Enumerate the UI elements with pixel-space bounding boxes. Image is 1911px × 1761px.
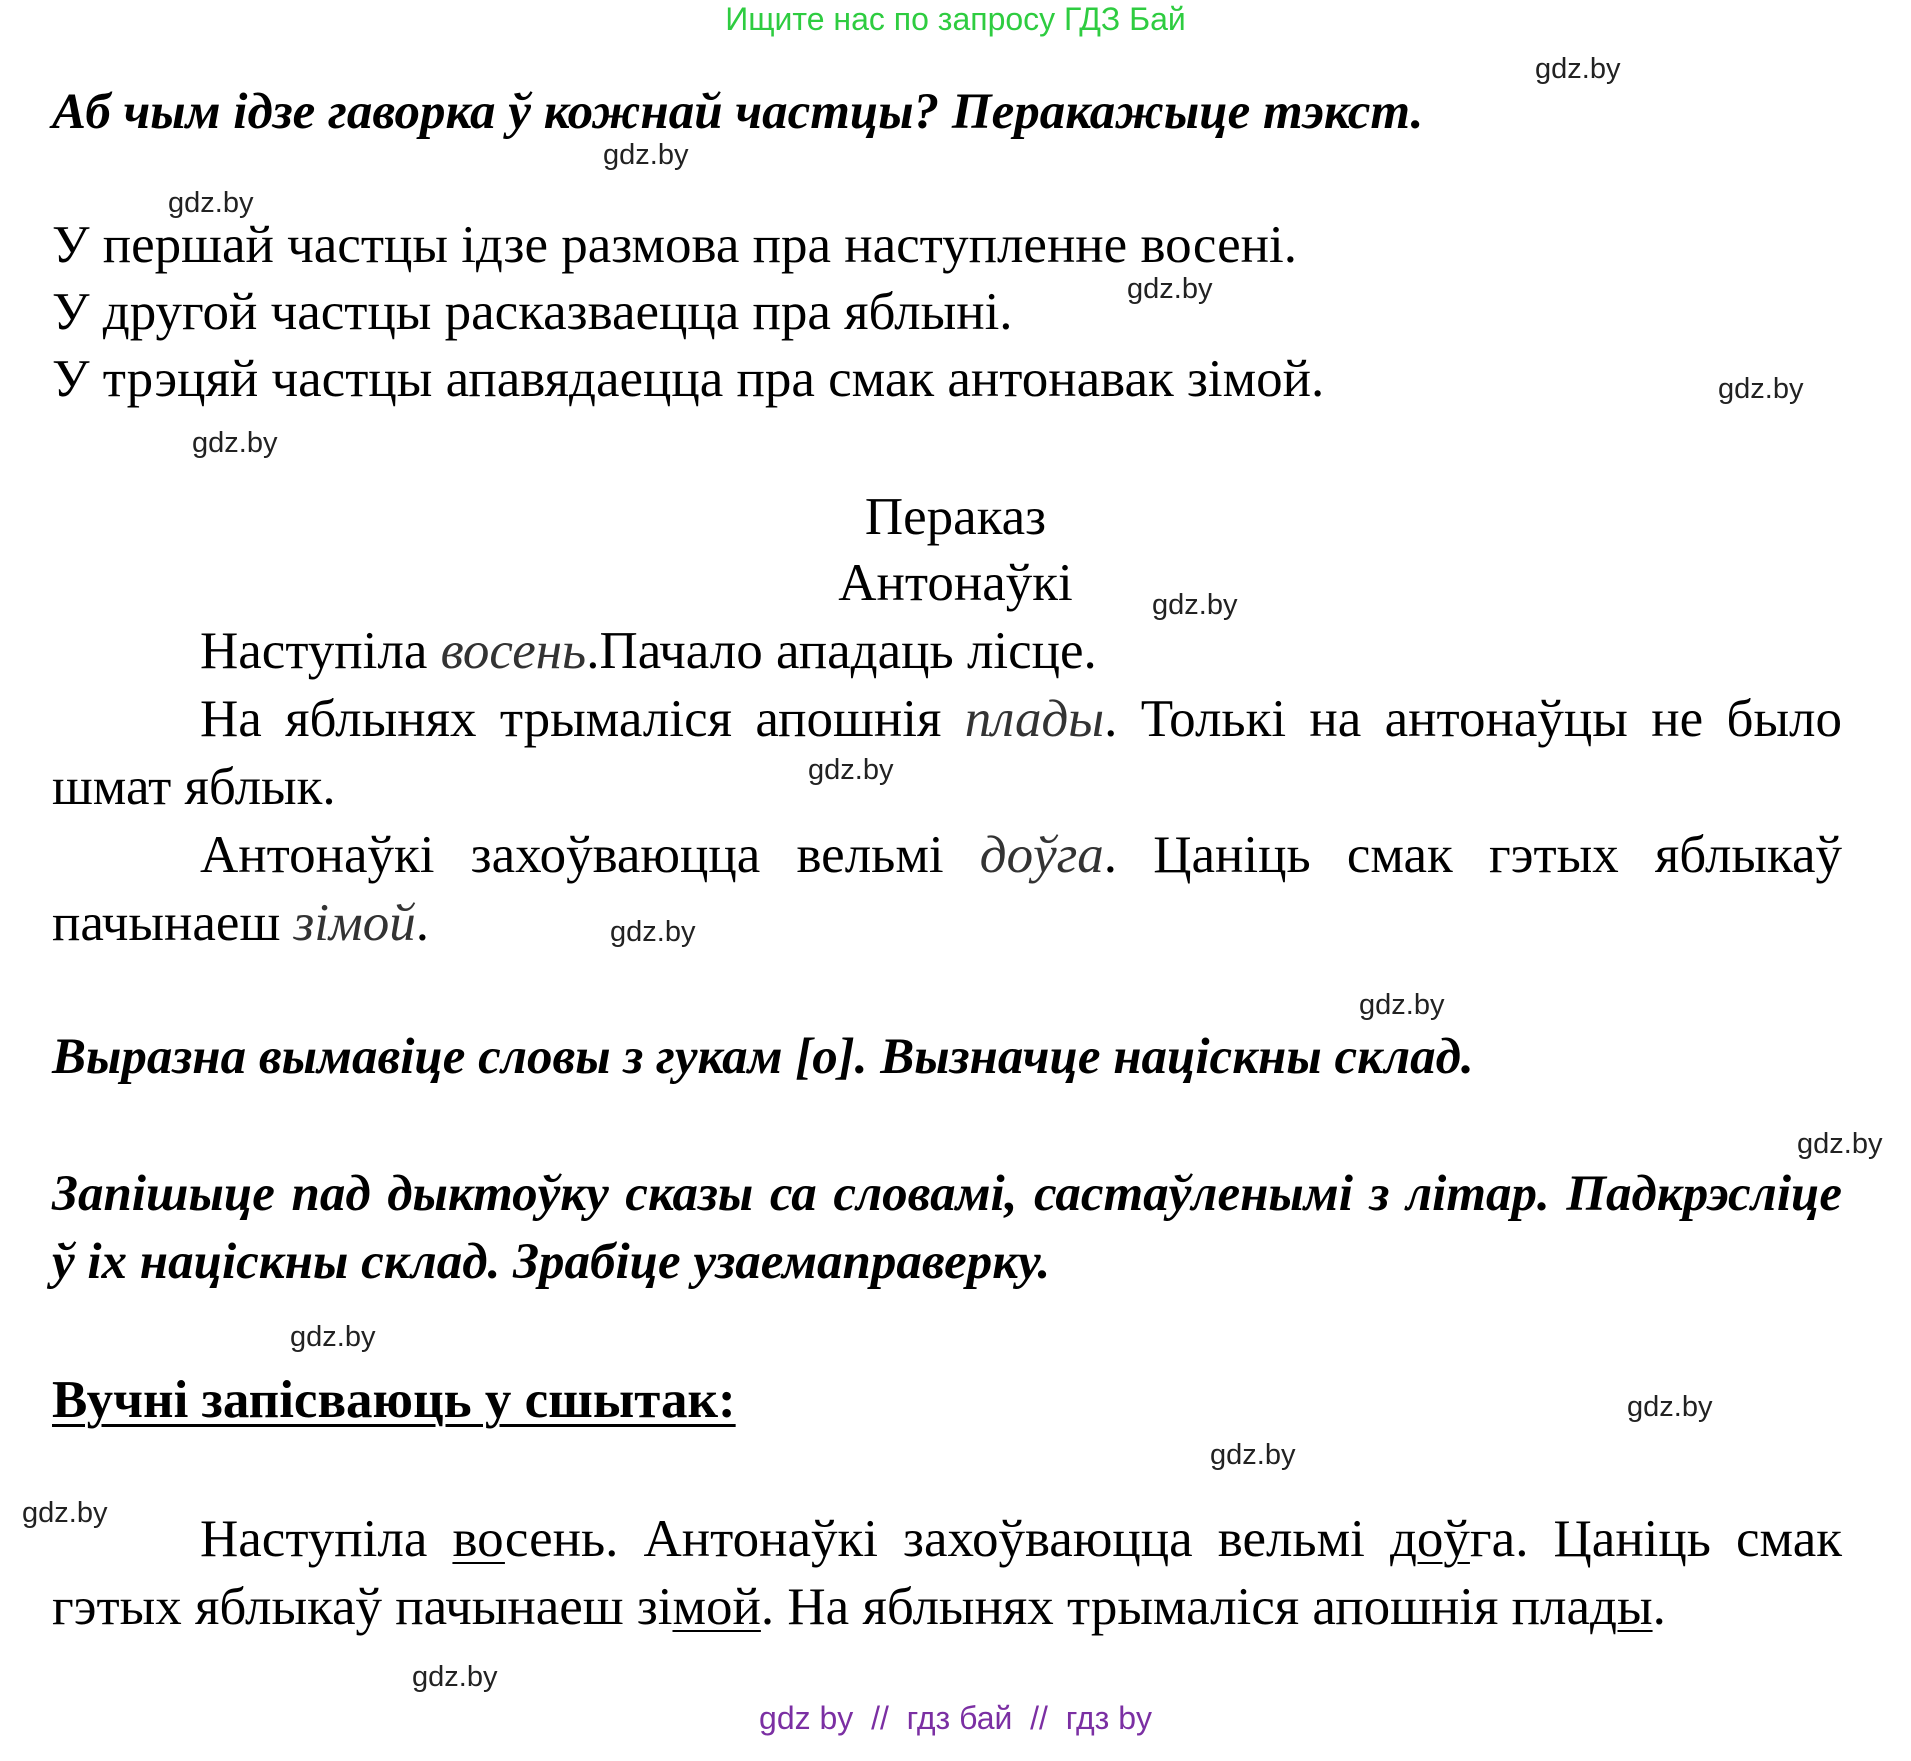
footer-watermark: gdz by // гдз бай // гдз by	[759, 1700, 1152, 1736]
stressed-syllable: ды	[1589, 1578, 1653, 1636]
watermark: gdz.by	[1535, 53, 1621, 85]
task-1-instruction: Аб чым ідзе гаворка ў кожнай частцы? Перакажыце тэкст.	[52, 84, 1424, 140]
watermark: gdz.by	[1718, 373, 1804, 405]
stressed-syllable: мой	[672, 1578, 761, 1636]
watermark: gdz.by	[1627, 1391, 1713, 1423]
dictation-text: Наступіла восень. Антонаўкі захоўваюцца вельмі доўга. Цаніць смак гэтых яблыкаў пачынаеш зімой. На яблынях трымаліся апошнія плады.	[52, 1510, 1842, 1636]
retelling-heading: Пераказ	[864, 488, 1047, 546]
answer-line: У трэцяй частцы апавядаецца пра смак антонавак зімой.	[52, 350, 1325, 408]
watermark: gdz.by	[610, 916, 696, 948]
watermark: gdz.by	[1359, 989, 1445, 1021]
watermark: gdz.by	[290, 1321, 376, 1353]
watermark: gdz.by	[1797, 1128, 1883, 1160]
watermark: gdz.by	[168, 187, 254, 219]
retelling-paragraph-2: На яблынях трымаліся апошнія плады. Толькі на антонаўцы не было шмат яблык.	[52, 690, 1842, 816]
watermark: gdz.by	[1210, 1439, 1296, 1471]
watermark: gdz.by	[1152, 589, 1238, 621]
stressed-syllable: во	[452, 1510, 505, 1568]
task-2-instruction: Выразна вымавіце словы з гукам [о]. Вызначце націскны склад.	[52, 1029, 1474, 1085]
watermark: gdz.by	[412, 1661, 498, 1693]
watermark: gdz.by	[1127, 273, 1213, 305]
retelling-title: Антонаўкі	[838, 554, 1073, 612]
watermark: gdz.by	[603, 139, 689, 171]
task-3-instruction: Запішыце пад дыктоўку сказы са словамі, састаўленымі з літар. Падкрэсліце ў іх націскны склад. Зрабіце узаемаправерку.	[52, 1166, 1842, 1290]
notebook-heading: Вучні запісваюць у сшытак:	[52, 1371, 736, 1429]
answer-line: У другой частцы расказваецца пра яблыні.	[52, 283, 1013, 341]
answer-line: У першай частцы ідзе размова пра наступленне восені.	[52, 216, 1297, 274]
watermark: gdz.by	[808, 754, 894, 786]
watermark: gdz.by	[22, 1497, 108, 1529]
watermark: gdz.by	[192, 427, 278, 459]
top-banner: Ищите нас по запросу ГДЗ Бай	[725, 1, 1186, 37]
retelling-paragraph-1: Наступіла восень.Пачало ападаць лісце.	[200, 622, 1097, 680]
retelling-paragraph-3: Антонаўкі захоўваюцца вельмі доўга. Цаніць смак гэтых яблыкаў пачынаеш зімой.	[52, 826, 1842, 952]
stressed-syllable: доў	[1389, 1510, 1470, 1568]
